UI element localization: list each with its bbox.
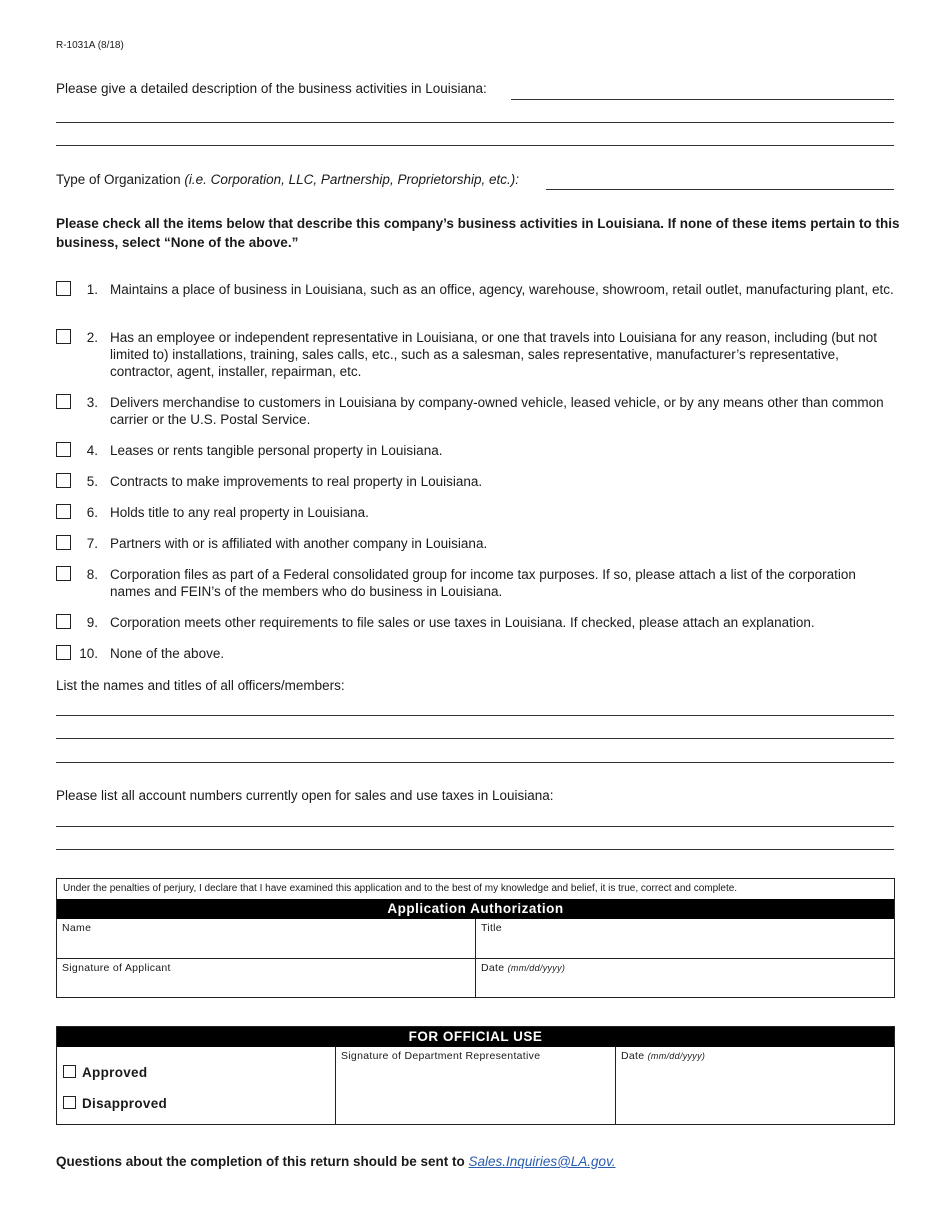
activity-number: 4. bbox=[86, 443, 98, 458]
activity-checkbox[interactable] bbox=[56, 394, 71, 409]
activity-text: Holds title to any real property in Louisiana. bbox=[110, 505, 369, 520]
activity-checkbox[interactable] bbox=[56, 329, 71, 344]
activity-number: 6. bbox=[86, 505, 98, 520]
footer-note bbox=[56, 1154, 616, 1169]
description-input-line-1[interactable] bbox=[511, 99, 894, 100]
date-field[interactable] bbox=[476, 959, 894, 997]
activity-number: 10. bbox=[79, 646, 98, 661]
activity-checkbox[interactable] bbox=[56, 473, 71, 488]
authorization-title: Application Authorization bbox=[57, 899, 894, 919]
form-id: R-1031A (8/18) bbox=[56, 40, 124, 51]
activity-number: 9. bbox=[86, 615, 98, 630]
officers-prompt: List the names and titles of all officers/members: bbox=[56, 678, 345, 693]
officers-input-line-1[interactable] bbox=[56, 715, 894, 716]
disapproved-checkbox[interactable] bbox=[63, 1096, 76, 1109]
accounts-prompt: Please list all account numbers currently open for sales and use taxes in Louisiana: bbox=[56, 788, 554, 803]
activity-text: Corporation files as part of a Federal consolidated group for income tax purposes. If so, please attach a list of the corporation names and FEIN’s of the members who do business in Louisiana. bbox=[110, 567, 856, 599]
date-label: Date bbox=[481, 962, 505, 974]
activity-text: Partners with or is affiliated with another company in Louisiana. bbox=[110, 536, 488, 551]
org-type-hint: (i.e. Corporation, LLC, Partnership, Proprietorship, etc.): bbox=[184, 172, 519, 187]
activity-number: 8. bbox=[86, 567, 98, 582]
activity-text: Contracts to make improvements to real property in Louisiana. bbox=[110, 474, 483, 489]
description-input-line-3[interactable] bbox=[56, 145, 894, 146]
activity-number: 7. bbox=[86, 536, 98, 551]
support-email-link[interactable]: Sales.Inquiries@LA.gov. bbox=[468, 1154, 616, 1169]
activity-text: Maintains a place of business in Louisiana, such as an office, agency, warehouse, showroom, retail outlet, manufacturing plant, etc. bbox=[110, 282, 894, 297]
officers-input-line-3[interactable] bbox=[56, 762, 894, 763]
footer-text: Questions about the completion of this return should be sent to bbox=[56, 1154, 465, 1169]
activity-number: 5. bbox=[86, 474, 98, 489]
authorization-box bbox=[56, 878, 895, 998]
name-field[interactable] bbox=[57, 919, 476, 958]
activity-checkbox[interactable] bbox=[56, 504, 71, 519]
disapproved-label: Disapproved bbox=[82, 1096, 168, 1111]
signature-field[interactable] bbox=[57, 959, 476, 997]
activity-number: 1. bbox=[86, 282, 98, 297]
accounts-input-line-2[interactable] bbox=[56, 849, 894, 850]
activity-checkbox[interactable] bbox=[56, 442, 71, 457]
official-date-field[interactable] bbox=[616, 1047, 894, 1124]
official-date-label: Date bbox=[621, 1050, 645, 1062]
decision-cell bbox=[57, 1047, 336, 1124]
approved-label: Approved bbox=[82, 1065, 148, 1080]
activity-checkbox[interactable] bbox=[56, 645, 71, 660]
activity-checkbox[interactable] bbox=[56, 566, 71, 581]
activity-checkbox[interactable] bbox=[56, 535, 71, 550]
officers-input-line-2[interactable] bbox=[56, 738, 894, 739]
title-field[interactable] bbox=[476, 919, 894, 958]
title-label: Title bbox=[481, 922, 502, 934]
activity-number: 3. bbox=[86, 395, 98, 410]
org-type-label-group bbox=[56, 172, 519, 187]
official-use-box bbox=[56, 1026, 895, 1125]
activity-text: Leases or rents tangible personal property in Louisiana. bbox=[110, 443, 443, 458]
activity-text: Has an employee or independent representative in Louisiana, or one that travels into Louisiana for any reason, including (but not limited to) installations, training, sales calls, etc., such as a salesman, sales representative, manufacturer’s representative, contractor, agent, installer, repairman, etc. bbox=[110, 330, 877, 379]
activity-text: None of the above. bbox=[110, 646, 225, 661]
signature-label: Signature of Applicant bbox=[62, 962, 171, 974]
rep-signature-field[interactable] bbox=[336, 1047, 616, 1124]
activity-number: 2. bbox=[86, 330, 98, 345]
org-type-input-line[interactable] bbox=[546, 189, 894, 190]
org-type-label: Type of Organization bbox=[56, 172, 181, 187]
rep-signature-label: Signature of Department Representative bbox=[341, 1050, 541, 1062]
name-label: Name bbox=[62, 922, 92, 934]
check-instruction: Please check all the items below that describe this company’s business activities in Louisiana. If none of these items pertain to this business, select “None of the above.” bbox=[56, 216, 900, 250]
activity-text: Delivers merchandise to customers in Louisiana by company-owned vehicle, leased vehicle, or by any means other than common carrier or the U.S. Postal Service. bbox=[110, 395, 884, 427]
activity-text: Corporation meets other requirements to file sales or use taxes in Louisiana. If checked, please attach an explanation. bbox=[110, 615, 815, 630]
official-date-format: (mm/dd/yyyy) bbox=[647, 1051, 706, 1061]
date-format: (mm/dd/yyyy) bbox=[507, 963, 566, 973]
approved-checkbox[interactable] bbox=[63, 1065, 76, 1078]
official-use-title: FOR OFFICIAL USE bbox=[57, 1027, 894, 1047]
description-prompt: Please give a detailed description of the business activities in Louisiana: bbox=[56, 81, 487, 96]
activity-checkbox[interactable] bbox=[56, 281, 71, 296]
accounts-input-line-1[interactable] bbox=[56, 826, 894, 827]
description-input-line-2[interactable] bbox=[56, 122, 894, 123]
activity-checkbox[interactable] bbox=[56, 614, 71, 629]
perjury-statement: Under the penalties of perjury, I declare that I have examined this application and to the best of my knowledge and belief, it is true, correct and complete. bbox=[63, 883, 738, 894]
